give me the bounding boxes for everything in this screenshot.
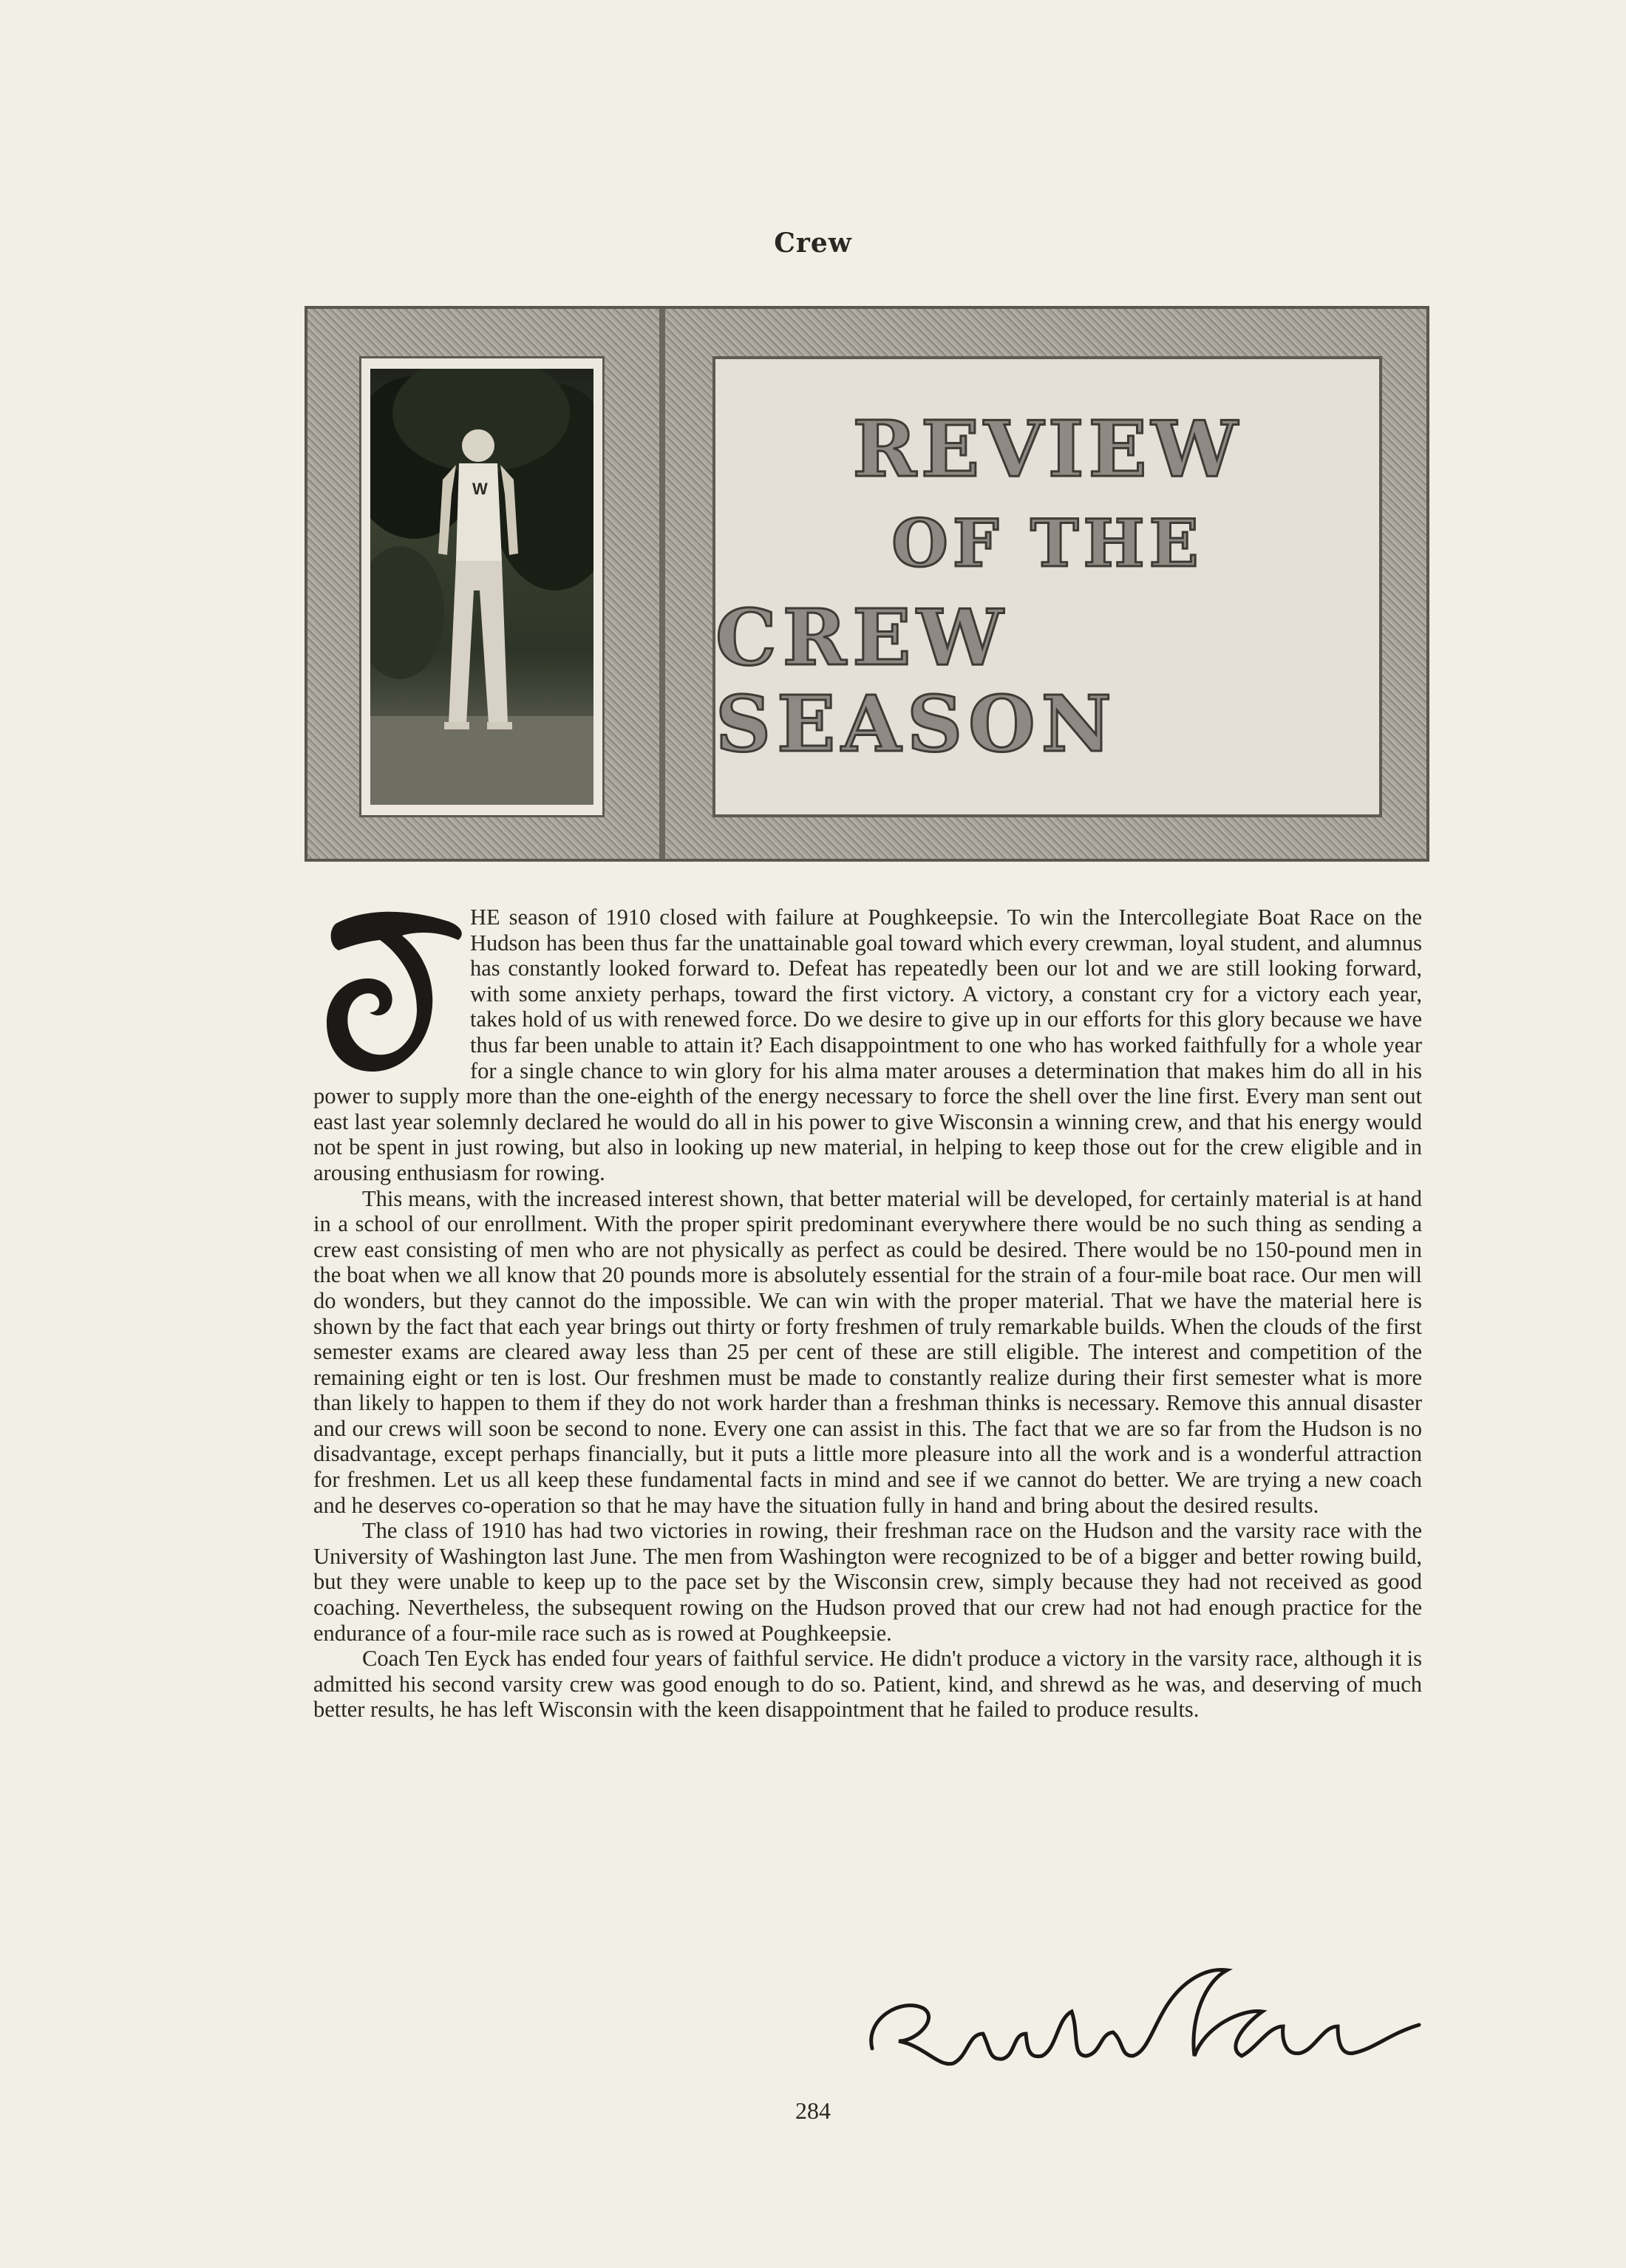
article-body — [313, 905, 1422, 1723]
paragraph-1: HE season of 1910 closed with failure at Poughkeepsie. To win the Intercollegiate Boat Race on the Hudson has been thus far the unattainable goal toward which every crewman, loyal student, and alumnus has constantly looked forward to. Defeat has repeatedly been our lot and we are still looking forward, with some anxiety perhaps, toward the first victory. A victory, a constant cry for a victory each year, takes hold of us with renewed force. Do we desire to give up in our efforts for this glory because we have thus far been unable to attain it? Each disappointment to one who has worked faithfully for a whole year for a single chance to win glory for his alma mater arouses a determination that makes him do all in his power to supply more than the one-eighth of the energy necessary to force the shell over the line first. Every man sent out east last year solemnly declared he would do all in his power to give Wisconsin a winning crew, and that his energy would not be spent in just rowing, but also in looking up new material, in helping to keep those out for the crew eligible and in arousing enthusiasm for rowing. — [313, 905, 1422, 1185]
paragraph-2: This means, with the increased interest shown, that better material will be developed, for certainly material is at hand in a school of our enrollment. With the proper spirit predominant everywhere there would be no such thing as sending a crew east consisting of men who are not physically as perfect as could be desired. There would be no 150-pound men in the boat when we all know that 20 pounds more is absolutely essential for the strain of a four-mile boat race. Our men will do wonders, but they cannot do the impossible. We can win with the proper material. That we have the material here is shown by the fact that each year brings out thirty or forty freshmen of truly remarkable builds. When the clouds of the first semester exams are cleared away less than 25 per cent of these are still eligible. The interest and competition of the remaining eight or ten is lost. Our freshmen must be made to constantly realize during their first semester what is more than likely to happen to them if they do not work harder than a freshman thinks is necessary. Remove this annual disaster and our crews will soon be second to none. Every one can assist in this. The fact that we are so far from the Hudson is no disadvantage, except perhaps financially, but it puts a little more pleasure into all the work and is a wonderful attraction for freshmen. Let us all keep these fundamental facts in mind and see if we cannot do better. We are trying a new coach and he deserves co-operation so that he may have the situation fully in hand and bring about the desired results. — [313, 1185, 1422, 1518]
title-line-2: OF THE — [891, 505, 1203, 582]
paragraph-4: Coach Ten Eyck has ended four years of faithful service. He didn't produce a victory in the varsity race, although it is admitted his second varsity crew was good enough to do so. Patient, kind, and shrewd as he was, and deserving of much better results, he has left Wisconsin with the keen disappointment that he failed to produce results. — [313, 1646, 1422, 1723]
dropcap-space — [313, 905, 470, 1076]
title-line-1: REVIEW — [852, 403, 1242, 495]
title-banner — [305, 306, 1429, 862]
svg-text:W: W — [472, 480, 488, 498]
page-number: 284 — [795, 2097, 831, 2124]
paragraph-3: The class of 1910 has had two victories in rowing, their freshman race on the Hudson and the varsity race with the University of Washington last June. The men from Washington were recognized to be of a bigger and better rowing build, but they were unable to keep up to the pace set by the Wisconsin crew, simply because they had not received as good coaching. Nevertheless, the subsequent rowing on the Hudson proved that our crew had not had enough practice for the endurance of a four-mile race such as is rowed at Poughkeepsie. — [313, 1518, 1422, 1646]
banner-divider — [659, 309, 665, 859]
rower-photo — [370, 369, 593, 805]
section-header: Crew — [774, 228, 852, 259]
title-panel — [712, 356, 1382, 817]
author-signature — [857, 1938, 1434, 2093]
photo-frame — [359, 356, 605, 817]
title-line-3: CREW SEASON — [715, 592, 1118, 769]
